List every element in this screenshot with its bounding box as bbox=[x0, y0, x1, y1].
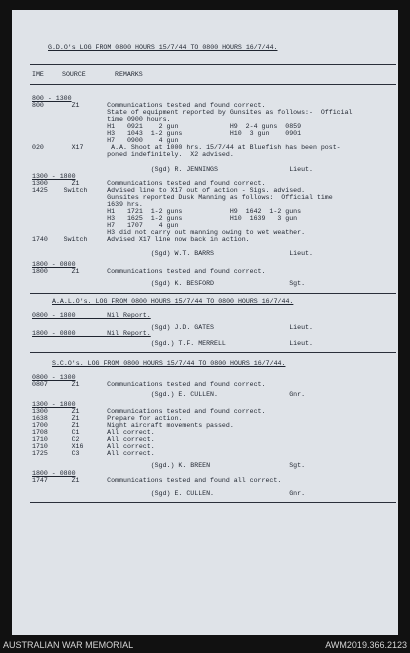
signature-line: (Sgd) R. JENNINGS Lieut. bbox=[32, 166, 313, 173]
signature-line: (Sgd.) K. BREEN Sgt. bbox=[32, 462, 306, 469]
log-line: 0800 - 1800 Nil Report. bbox=[32, 312, 151, 319]
log-line: H7 0900 4 gun bbox=[32, 137, 179, 144]
signature-line: (Sgd) W.T. BARRS Lieut. bbox=[32, 250, 313, 257]
log-line: 1740 Switch Advised X17 line now back in action. bbox=[32, 236, 250, 243]
divider bbox=[30, 293, 396, 294]
archive-id: AWM2019.366.2123 bbox=[325, 640, 407, 650]
signature-line: (Sgd) J.D. GATES Lieut. bbox=[32, 324, 313, 331]
log-line: 1639 hrs. bbox=[32, 201, 143, 208]
log-line: 800 Z1 Communications tested and found correct. bbox=[32, 102, 266, 109]
log-line: H3 1625 1-2 guns H10 1639 3 gun bbox=[32, 215, 298, 222]
log-line: H1 1721 1-2 guns H9 1642 1-2 guns bbox=[32, 208, 302, 215]
log-line: State of equipment reported by Gunsites as follows:- Official bbox=[32, 109, 353, 116]
column-source: SOURCE bbox=[62, 71, 86, 78]
log-line: 1800 - 0800 bbox=[32, 261, 76, 268]
log-line: poned indefinitely. X2 advised. bbox=[32, 151, 234, 158]
sco-log-heading: S.C.O's. LOG FROM 0800 HOURS 15/7/44 TO 0800 HOURS 16/7/44. bbox=[52, 360, 286, 367]
log-line: 1710 C2 All correct. bbox=[32, 436, 155, 443]
log-line: 1800 - 0800 Nil Report. bbox=[32, 330, 151, 337]
log-line: 1710 X16 All correct. bbox=[32, 443, 155, 450]
log-line: 800 - 1300 bbox=[32, 95, 72, 102]
divider bbox=[30, 64, 396, 65]
signature-line: (Sgd) K. BESFORD Sgt. bbox=[32, 280, 306, 287]
log-line: 1638 Z1 Prepare for action. bbox=[32, 415, 183, 422]
log-line: 020 X17 A.A. Shoot at 1000 hrs. 15/7/44 at Bluefish has been post- bbox=[32, 144, 341, 151]
log-line: 1800 - 0800 bbox=[32, 470, 76, 477]
log-line: 1747 Z1 Communications tested and found all correct. bbox=[32, 477, 282, 484]
divider bbox=[30, 352, 396, 353]
document-page bbox=[12, 10, 398, 635]
log-line: 1300 Z1 Communications tested and found correct. bbox=[32, 408, 266, 415]
archive-caption: AUSTRALIAN WAR MEMORIAL bbox=[3, 640, 134, 650]
log-line: 1425 Switch Advised line to X17 out of action - Sigs. advised. bbox=[32, 187, 306, 194]
column-remarks: REMARKS bbox=[115, 71, 143, 78]
log-line: 1708 C1 All correct. bbox=[32, 429, 155, 436]
log-line: H1 0921 2 gun H9 2-4 guns 0859 bbox=[32, 123, 302, 130]
log-line: time 0900 hours. bbox=[32, 116, 171, 123]
gdo-log-heading: G.D.O's LOG FROM 0800 HOURS 15/7/44 TO 0800 HOURS 16/7/44. bbox=[48, 44, 278, 51]
signature-line: (Sgd.) E. CULLEN. Gnr. bbox=[32, 391, 306, 398]
column-time: IME bbox=[32, 71, 44, 78]
aalo-log-heading: A.A.L.O's. LOG FROM 0800 HOURS 15/7/44 TO 0800 HOURS 16/7/44. bbox=[52, 298, 294, 305]
divider bbox=[30, 84, 396, 85]
signature-line: (Sgd) E. CULLEN. Gnr. bbox=[32, 490, 306, 497]
log-line: Gunsites reported Dusk Manning as follows: Official time bbox=[32, 194, 333, 201]
divider bbox=[30, 502, 396, 503]
log-line: H3 1043 1-2 guns H10 3 gun 0901 bbox=[32, 130, 302, 137]
log-line: 1300 - 1800 bbox=[32, 173, 76, 180]
log-line: H3 did not carry out manning owing to wet weather. bbox=[32, 229, 306, 236]
log-line: H7 1707 4 gun bbox=[32, 222, 179, 229]
log-line: 1700 Z1 Night aircraft movements passed. bbox=[32, 422, 234, 429]
log-line: 0800 - 1300 bbox=[32, 374, 76, 381]
log-line: 1725 C3 All correct. bbox=[32, 450, 155, 457]
log-line: 1300 Z1 Communications tested and found correct. bbox=[32, 180, 266, 187]
signature-line: (Sgd.) T.F. MERRELL Lieut. bbox=[32, 340, 313, 347]
log-line: 1800 Z1 Communications tested and found correct. bbox=[32, 268, 266, 275]
log-line: 1300 - 1800 bbox=[32, 401, 76, 408]
log-line: 0807 Z1 Communications tested and found correct. bbox=[32, 381, 266, 388]
